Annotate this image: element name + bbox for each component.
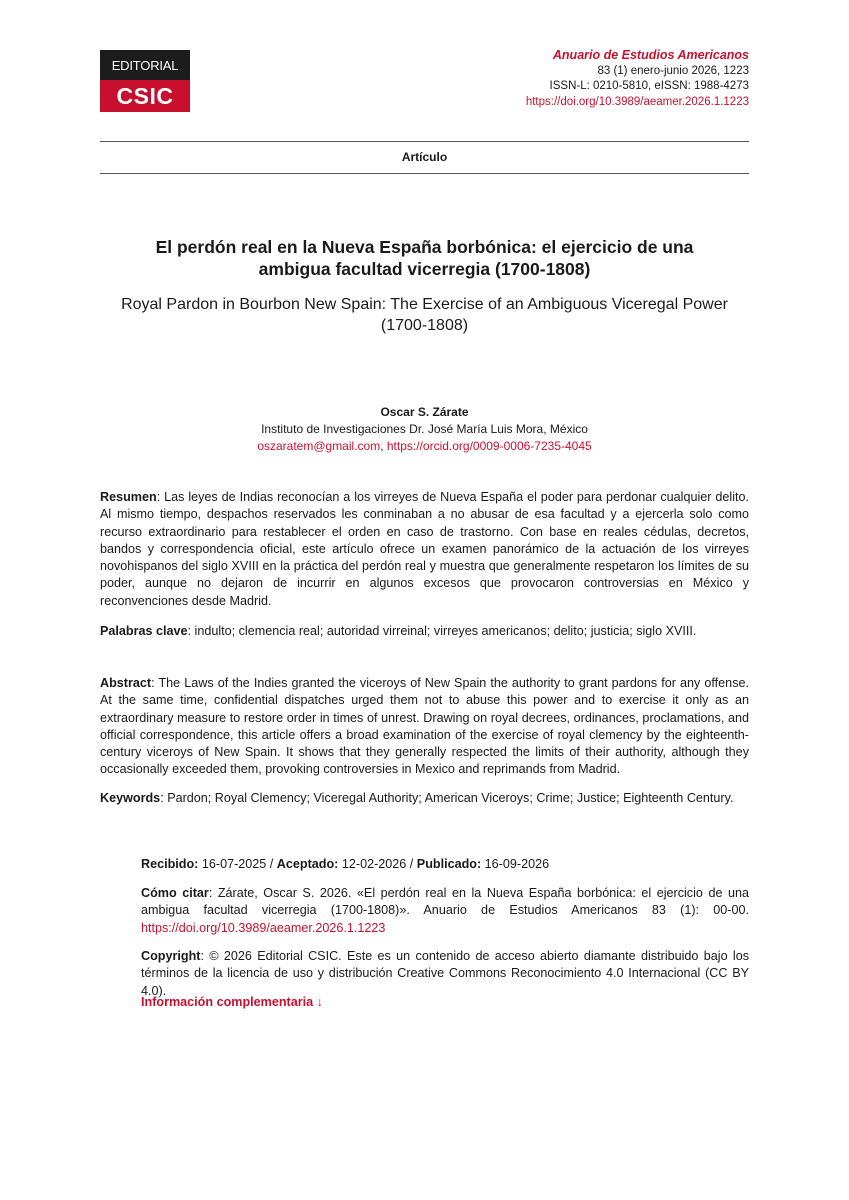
abstract-text: : The Laws of the Indies granted the viceroys of New Spain the authority to grant pardons for any offense. At the same time, confidential dispatches urged them not to abuse this power and to exercise it only as an extraordinary measure to restore order in times of unrest. Drawing on royal decrees, ordinances, proclamations, and official correspondence, this article offers a broad examination of the exercise of royal clemency by the eighteenth-century viceroys of New Spain. It shows that they generally respected the limits of their authority, although they occasionally exceeded them, provoking controversies in Mexico and reprimands from Madrid. xyxy=(100,676,749,777)
journal-name: Anuario de Estudios Americanos xyxy=(552,48,749,62)
citation-text: : Zárate, Oscar S. 2026. «El perdón real en la Nueva España borbónica: el ejercicio de una ambigua facultad vicerregia (1700-1808)». Anuario de Estudios Americanos 83 (1): 00-00. xyxy=(141,886,749,918)
author-affiliation: Instituto de Investigaciones Dr. José María Luis Mora, México xyxy=(261,422,588,436)
journal-info xyxy=(526,48,749,110)
title-spanish-line-2: ambigua facultad vicerregia (1700-1808) xyxy=(258,259,591,279)
recibido-date: 16-07-2025 / xyxy=(198,857,277,871)
journal-issue: 83 (1) enero-junio 2026, 1223 xyxy=(597,64,749,77)
citation-paragraph xyxy=(141,885,749,937)
author-name: Oscar S. Zárate xyxy=(380,405,469,419)
publicado-date: 16-09-2026 xyxy=(481,857,550,871)
journal-issn: ISSN-L: 0210-5810, eISSN: 1988-4273 xyxy=(549,80,749,92)
top-divider xyxy=(100,141,749,142)
abstract-label: Abstract xyxy=(100,676,152,690)
copyright-label: Copyright xyxy=(141,949,201,963)
palabras-clave-label: Palabras clave xyxy=(100,624,188,638)
logo-editorial-text: EDITORIAL xyxy=(100,50,190,80)
journal-doi-link[interactable]: https://doi.org/10.3989/aeamer.2026.1.1223 xyxy=(525,95,749,108)
section-divider xyxy=(100,173,749,174)
publicado-label: Publicado: xyxy=(416,857,482,871)
resumen-paragraph xyxy=(100,489,749,610)
editorial-csic-logo xyxy=(100,50,190,112)
logo-csic-text: CSIC xyxy=(100,80,190,112)
title-spanish xyxy=(100,236,749,280)
copyright-paragraph xyxy=(141,948,749,1000)
copyright-text: : © 2026 Editorial CSIC. Este es un contenido de acceso abierto diamante distribuido bajo los términos de la licencia de uso y distribución Creative Commons Reconocimiento 4.0 Internacional (CC BY 4.0). xyxy=(141,949,749,998)
keywords-text: : Pardon; Royal Clemency; Viceregal Authority; American Viceroys; Crime; Justice; Eighteenth Century. xyxy=(160,791,734,805)
title-spanish-line-1: El perdón real en la Nueva España borbónica: el ejercicio de una xyxy=(155,237,694,257)
supplementary-info-link[interactable]: Información complementaria ↓ xyxy=(141,995,323,1009)
author-email-link[interactable]: oszaratem@gmail.com xyxy=(257,439,381,453)
author-block xyxy=(100,404,749,455)
author-contact: oszaratem@gmail.com, https://orcid.org/0009-0006-7235-4045 xyxy=(257,439,592,453)
palabras-clave-text: : indulto; clemencia real; autoridad virreinal; virreyes americanos; delito; justicia; siglo XVIII. xyxy=(187,624,697,638)
citation-label: Cómo citar xyxy=(141,886,209,900)
aceptado-label: Aceptado: xyxy=(276,857,339,871)
title-english-line-1: Royal Pardon in Bourbon New Spain: The Exercise of an Ambiguous Viceregal Power xyxy=(121,296,728,313)
section-label: Artículo xyxy=(401,150,448,164)
publication-dates xyxy=(141,856,749,873)
abstract-paragraph xyxy=(100,675,749,779)
recibido-label: Recibido: xyxy=(141,857,199,871)
title-english-line-2: (1700-1808) xyxy=(380,317,469,334)
resumen-text: : Las leyes de Indias reconocían a los virreyes de Nueva España el poder para perdonar cualquier delito. Al mismo tiempo, despachos reservados les conminaban a no abusar de esa facultad y a ejercerla solo como recurso extraordinario para restablecer el orden en caso de trastorno. Con base en reales cédulas, decretos, bandos y correspondencia oficial, este artículo ofrece un examen panorámico de la actuación de los virreyes novohispanos del siglo XVIII en la práctica del perdón real y muestra que generalmente respetaron los límites de su poder, aunque no dejaron de incurrir en algunos excesos que provocaron controversias en México y reconvenciones desde Madrid. xyxy=(100,490,749,608)
keywords-paragraph xyxy=(100,790,749,807)
keywords-label: Keywords xyxy=(100,791,161,805)
title-english xyxy=(100,294,749,336)
resumen-label: Resumen xyxy=(100,490,157,504)
aceptado-date: 12-02-2026 / xyxy=(338,857,417,871)
author-orcid-link[interactable]: https://orcid.org/0009-0006-7235-4045 xyxy=(386,439,592,453)
palabras-clave-paragraph xyxy=(100,623,749,640)
citation-doi-link[interactable]: https://doi.org/10.3989/aeamer.2026.1.1223 xyxy=(141,920,386,935)
